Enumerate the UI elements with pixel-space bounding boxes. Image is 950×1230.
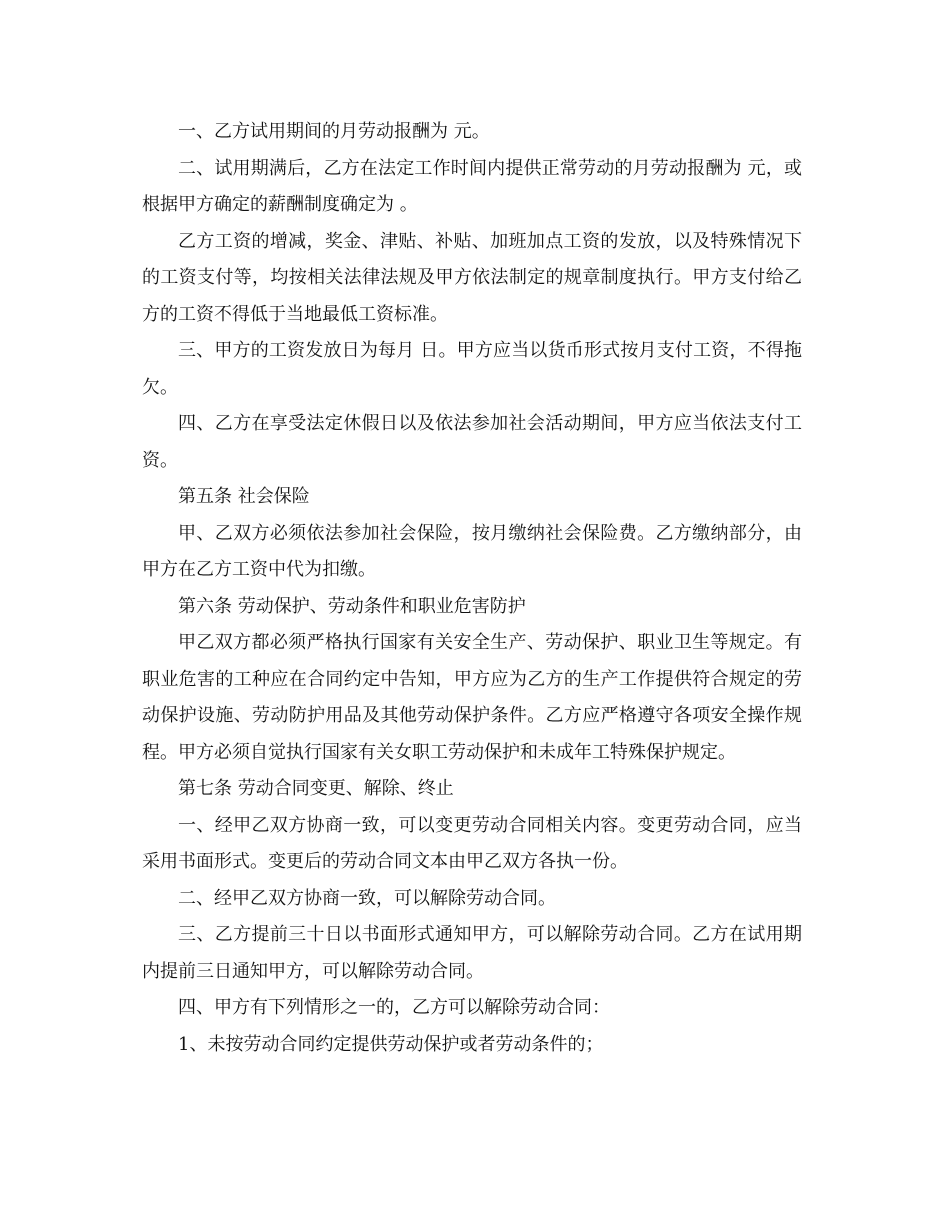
heading-article-6: 第六条 劳动保护、劳动条件和职业危害防护: [178, 595, 526, 617]
paragraph-condition-1: 1、未按劳动合同约定提供劳动保护或者劳动条件的；: [178, 1033, 604, 1055]
paragraph-probation-pay: 一、乙方试用期间的月劳动报酬为 元。: [178, 121, 490, 142]
paragraph-labor-protection: 甲乙双方都必须严格执行国家有关安全生产、劳动保护、职业卫生等规定。有职业危害的工种应在合同约定中告知，甲方应为乙方的生产工作提供符合规定的劳动保护设施、劳动防护用品及其他劳动保护条件。乙方应严格遵守各项安全操作规程。甲方必须自觉执行国家有关女职工劳动保护和未成年工特殊保护规定。: [142, 632, 802, 763]
paragraph-wage-adjustment: 乙方工资的增减，奖金、津贴、补贴、加班加点工资的发放，以及特殊情况下的工资支付等，均按相关法律法规及甲方依法制定的规章制度执行。甲方支付给乙方的工资不得低于当地最低工资标准。: [142, 230, 802, 325]
paragraph-mutual-termination: 二、经甲乙双方协商一致，可以解除劳动合同。: [178, 887, 556, 909]
paragraph-holiday-pay: 四、乙方在享受法定休假日以及依法参加社会活动期间，甲方应当依法支付工资。: [142, 413, 802, 471]
paragraph-contract-change: 一、经甲乙双方协商一致，可以变更劳动合同相关内容。变更劳动合同，应当采用书面形式。变更后的劳动合同文本由甲乙双方各执一份。: [142, 814, 802, 872]
paragraph-social-insurance: 甲、乙双方必须依法参加社会保险，按月缴纳社会保险费。乙方缴纳部分，由甲方在乙方工资中代为扣缴。: [142, 522, 802, 580]
heading-article-5: 第五条 社会保险: [178, 486, 310, 507]
paragraph-termination-conditions: 四、甲方有下列情形之一的，乙方可以解除劳动合同：: [178, 997, 610, 1018]
document-body: [142, 114, 802, 1063]
paragraph-payday: 三、甲方的工资发放日为每月 日。甲方应当以货币形式按月支付工资，不得拖欠。: [142, 340, 802, 398]
paragraph-regular-pay: 二、试用期满后，乙方在法定工作时间内提供正常劳动的月劳动报酬为 元，或根据甲方确定的薪酬制度确定为 。: [142, 157, 802, 215]
heading-article-7: 第七条 劳动合同变更、解除、终止: [178, 778, 454, 799]
paragraph-notice-termination: 三、乙方提前三十日以书面形式通知甲方，可以解除劳动合同。乙方在试用期内提前三日通知甲方，可以解除劳动合同。: [142, 924, 802, 982]
